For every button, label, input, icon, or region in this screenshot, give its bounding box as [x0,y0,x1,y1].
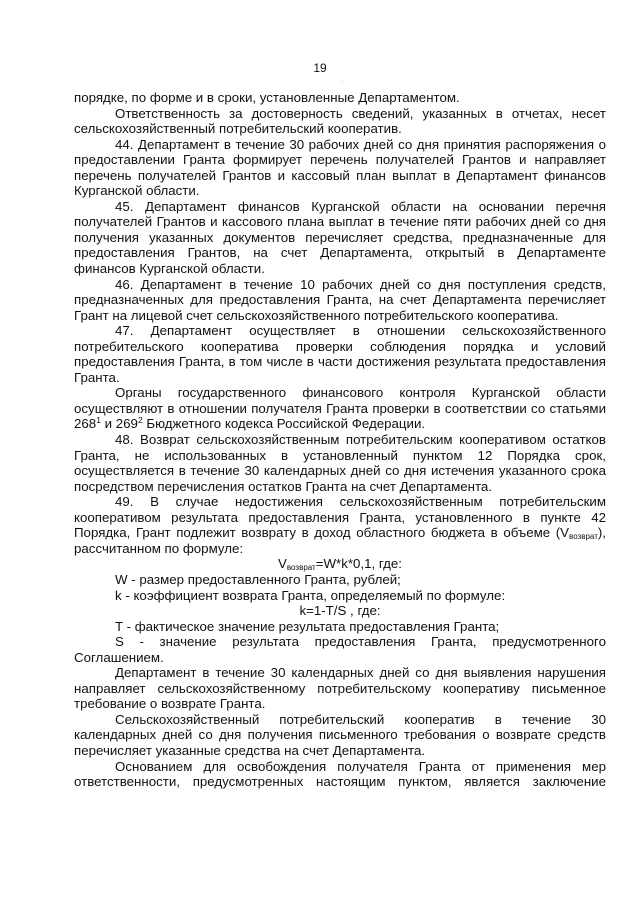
subscript: возврат [286,563,316,573]
document-body [74,90,606,790]
paragraph: Сельскохозяйственный потребительский кооператив в течение 30 календарных дней со дня получения письменного требования о возврате средств перечисляет указанные средства на счет Департамента. [74,711,606,758]
formula-coefficient: k=1-T/S , где: [299,603,381,619]
paragraph-48: 48. Возврат сельскохозяйственным потребительским кооперативом остатков Гранта, не использованных в установленный пунктом 12 Порядка срок, осуществляется в течение 30 календарных дней со дня истечения указанного срока посредством перечисления остатков Гранта на счет Департамента. [74,432,606,494]
paragraph-44: 44. Департамент в течение 30 рабочих дней со дня принятия распоряжения о предоставлении Гранта формирует перечень получателей Грантов и направляет перечень получателей Грантов и кассовый план выплат в Департамент финансов Курганской области. [74,136,606,199]
page-number: 19 [313,61,327,75]
paragraph-46: 46. Департамент в течение 10 рабочих дней со дня поступления средств, предназначенных для предоставления Гранта, на счет Департамента перечисляет Грант на лицевой счет сельскохозяйственного потребительского кооператива. [74,276,606,323]
paragraph-49: 49. В случае недостижения сельскохозяйственным потребительским кооперативом результата предоставления Гранта, установленного в пункте 42 Порядка, Грант подлежит возврату в доход областного бюджета в объеме $(V_{возврат})$, рассчитанном по формуле: [74,494,606,556]
formula-definition: T - фактическое значение результата предоставления Гранта; [115,618,500,634]
paragraph-continued: Основанием для освобождения получателя Гранта от применения мер ответственности, предусмотренных настоящим пунктом, является заключение [74,758,606,790]
paragraph-47: 47. Департамент осуществляет в отношении сельскохозяйственного потребительского кооператива проверки соблюдения порядка и условий предоставления Гранта, в том числе в части достижения результата предоставления Гранта. [74,323,606,385]
paragraph-control-bodies: Органы государственного финансового контроля Курганской области осуществляют в отношении получателя Гранта проверки в соответствии со статьями $268^1$ и $269^2$ Бюджетного кодекса Российской Федерации. [74,385,606,432]
formula-definition: k - коэффициент возврата Гранта, определяемый по формуле: [115,587,506,603]
superscript: 2 [137,415,143,426]
paragraph-45: 45. Департамент финансов Курганской области на основании перечня получателей Грантов и кассового плана выплат в течение пяти рабочих дней со дня получения указанных документов перечисляет средства, предназначенные для предоставления Грантов, на счет Департамента, открытый в Департаменте финансов Курганской области. [74,198,606,277]
paragraph: порядке, по форме и в сроки, установленные Департаментом. [74,90,460,105]
paragraph: Департамент в течение 30 календарных дней со дня выявления нарушения направляет сельскохозяйственному потребительскому кооперативу письменное требование о возврате Гранта. [74,665,606,712]
scan-mark: · [341,79,343,85]
paragraph: Ответственность за достоверность сведений, указанных в отчетах, несет сельскохозяйственный потребительский кооператив. [74,105,606,137]
formula-definition: S - значение результата предоставления Гранта, предусмотренного Соглашением. [74,634,606,665]
formula-definition: W - размер предоставленного Гранта, рублей; [115,571,401,587]
superscript: 1 [96,415,101,426]
subscript: возврат [569,532,598,542]
formula-return: $V_{возврат}=W*k*0,1$, где: [278,556,402,573]
